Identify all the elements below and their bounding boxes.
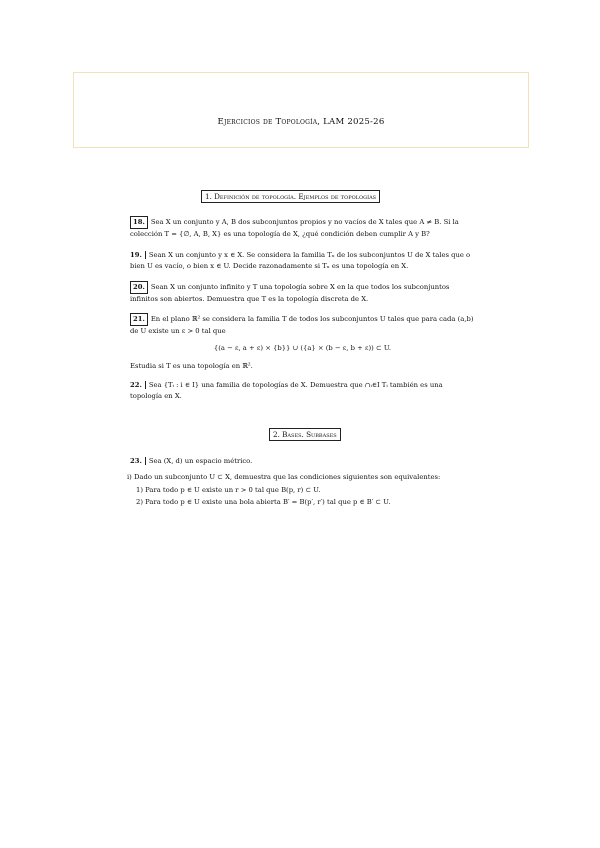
exercise-22 (130, 380, 475, 402)
document-title: Ejercicios de Topología, LAM 2025-26 (217, 117, 385, 127)
exercise-19 (130, 250, 475, 272)
exercise-20 (130, 281, 475, 305)
exercise-23-text: Sea (X, d) un espacio métrico. (148, 457, 253, 465)
exercise-21-formula: {(a − ε, a + ε) × {b}} ∪ ({a} × (b − ε, b + ε)) ⊂ U. (213, 344, 392, 352)
exercise-18 (130, 216, 475, 240)
exercise-18-number: 18. (130, 216, 148, 229)
exercise-21-text: En el plano ℝ² se considera la familia T de todos los subconjuntos U tales que para cada (a,b) de U existe un ε > 0 tal que (130, 315, 474, 335)
exercise-23-item-i: i) Dado un subconjunto U ⊂ X, demuestra que las condiciones siguientes son equivalentes: (127, 473, 441, 481)
header-box (73, 72, 529, 148)
exercise-23-item-2: 2) Para todo p ∈ U existe una bola abierta B′ = B(p′, r′) tal que p ∈ B′ ⊂ U. (136, 498, 391, 506)
exercise-22-text: Sea {Tᵢ : i ∈ I} una familia de topologías de X. Demuestra que ∩ᵢ∈I Tᵢ también es una topología en X. (130, 381, 443, 400)
exercise-18-text: Sea X un conjunto y A, B dos subconjuntos propios y no vacíos de X tales que A ≠ B. Si la colección T = {∅, A, B, X} es una topología de X, ¿qué condición deben cumplir A y B? (130, 218, 459, 238)
exercise-20-text: Sean X un conjunto infinito y T una topología sobre X en la que todos los subconjuntos infinitos son abiertos. Demuestra que T es la topología discreta de X. (130, 283, 450, 303)
exercise-20-number: 20. (130, 281, 148, 294)
exercise-23-number: 23. (130, 457, 146, 465)
exercise-22-number: 22. (130, 381, 146, 389)
exercise-23 (130, 457, 252, 465)
section-1-title: 1. Definición de topología. Ejemplos de topologías (201, 190, 380, 203)
exercise-21-question: Estudia si T es una topología en ℝ². (130, 362, 253, 370)
exercise-21-number: 21. (130, 313, 148, 326)
exercise-19-number: 19. (130, 251, 146, 259)
exercise-23-item-1: 1) Para todo p ∈ U existe un r > 0 tal que B(p, r) ⊂ U. (136, 486, 321, 494)
exercise-19-text: Sean X un conjunto y x ∈ X. Se considera la familia Tₓ de los subconjuntos U de X tales que o bien U es vacío, o bien x ∈ U. Decide razonadamente si Tₓ es una topología en X. (130, 251, 471, 270)
exercise-21 (130, 313, 475, 337)
section-2-title: 2. Bases. Subbases (269, 428, 341, 441)
